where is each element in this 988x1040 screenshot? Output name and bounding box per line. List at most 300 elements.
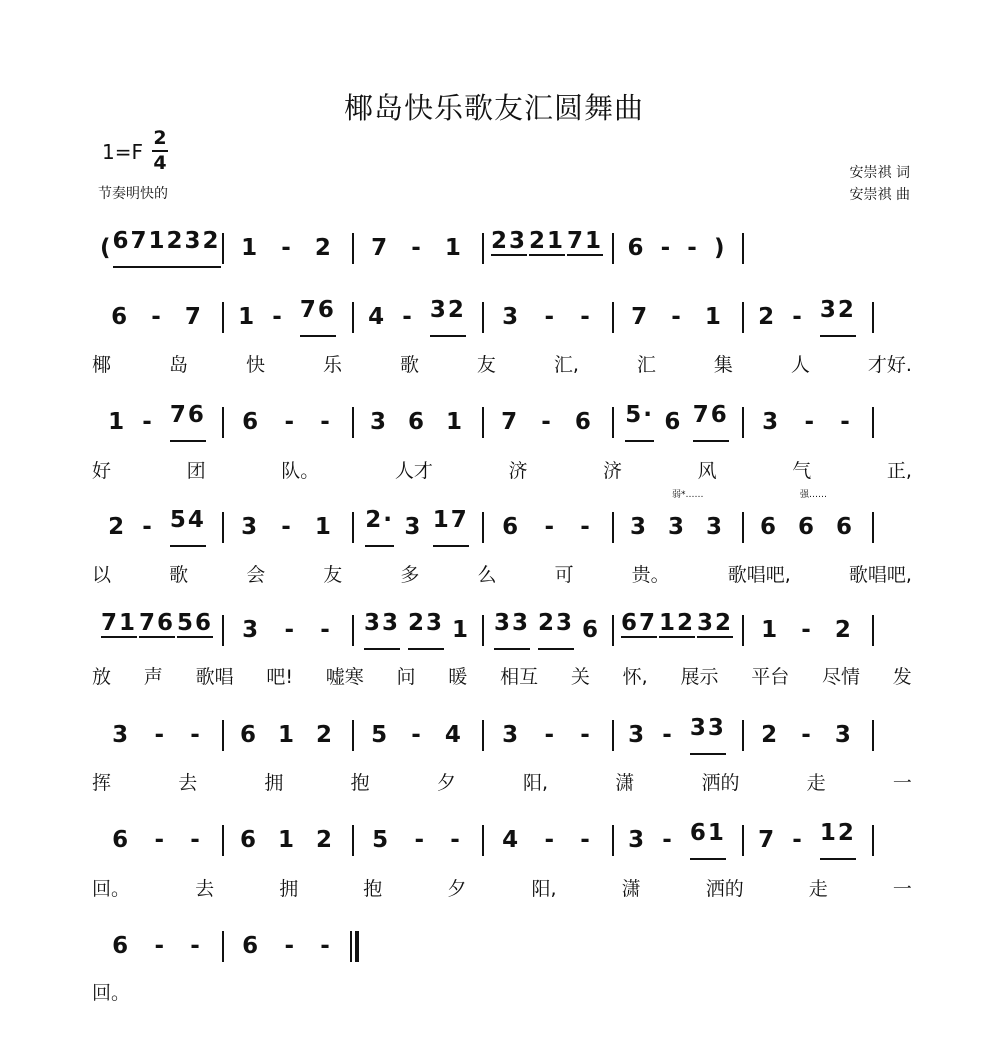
measure [490,507,604,547]
score-line [92,820,922,860]
measure [490,715,604,755]
measure [100,926,214,966]
note-token: 6 [112,933,131,959]
note-token: 6 [759,514,778,540]
note-token: 7 [758,827,777,853]
note-token: 32 [430,297,466,337]
note-token: 3 [667,514,686,540]
measure [100,297,214,337]
final-barline [350,931,352,962]
note-token: 17 [433,507,469,547]
lyric-word: 抱 [350,772,370,794]
barline [742,407,744,438]
tempo-marking: 节奏明快的 [98,186,168,202]
note-token: - [580,304,592,330]
note-token: 3 [242,617,261,643]
measure [490,402,604,442]
lyric-word: 歌 [399,354,419,376]
barline [742,512,744,543]
measure [360,228,474,268]
note-token: - [671,304,683,330]
measure [360,402,474,442]
note-token: 54 [170,507,206,547]
note-token: 3 [705,514,724,540]
note-token: - [687,235,699,261]
note-token: 3 [369,409,388,435]
note-token: 6 [835,514,854,540]
note-token: - [154,722,166,748]
lyric-word: 歌 [169,564,189,586]
note-token: - [792,304,804,330]
note-token: - [402,304,414,330]
lyric-word: 一 [892,772,912,794]
lyric-line [92,662,912,689]
note-token: - [281,514,293,540]
note-token: 6 [581,617,600,643]
lyric-word: 声 [143,666,163,688]
note-token: 2 [834,617,853,643]
note-token: 1 [277,827,296,853]
note-token: - [544,827,556,853]
note-token: - [190,933,202,959]
lyric-word: 尽情 [822,666,861,688]
note-token: - [660,235,673,261]
note-token: 1 [241,235,260,261]
barline [222,720,224,751]
measure [360,297,474,337]
lyric-word: 阳, [523,772,549,794]
measure [230,820,344,860]
note-token: 5 [371,722,390,748]
note-token: 3 [629,514,648,540]
barline [352,615,354,646]
note-token: 23 [408,610,444,650]
note-token: 6 [502,514,521,540]
note-token: 1 [108,409,127,435]
note-token: 3 [241,514,260,540]
note-token: 67 [113,228,149,268]
measure [100,715,214,755]
barline [482,720,484,751]
lyric-word: 嘘寒 [325,666,364,688]
score-line [92,297,922,337]
note-token: 7 [631,304,650,330]
barline [612,302,614,333]
barline [872,720,874,751]
measure [750,297,864,337]
score-line [92,402,922,442]
score-line [92,715,922,755]
lyric-word: 怀, [622,666,648,688]
score-line [92,507,922,547]
measure [230,402,344,442]
measure [490,228,604,256]
barline [742,615,744,646]
note-token: - [142,514,154,540]
note-token: - [154,933,166,959]
time-signature-top: 2 [153,127,167,149]
lyric-word: 关 [570,666,590,688]
barline [352,720,354,751]
note-token: ) [713,235,727,261]
note-token: - [801,722,813,748]
barline [742,720,744,751]
barline [222,615,224,646]
note-token: 1 [445,409,464,435]
lyric-word: 么 [477,564,497,586]
lyric-word: 问 [396,666,416,688]
barline [482,302,484,333]
measure [620,228,734,268]
lyric-word: 夕 [436,772,456,794]
barline [612,615,614,646]
lyric-word: 展示 [680,666,719,688]
measure [360,820,474,860]
note-token: 76 [170,402,206,442]
score-line [92,610,922,650]
note-token: 3 [628,827,647,853]
note-token: 6 [407,409,426,435]
final-barline-thick [355,931,359,962]
score-line [92,926,922,966]
note-token: - [411,722,423,748]
lyric-word: 贵。 [631,564,670,586]
note-token: 1 [238,304,257,330]
note-token: 3 [502,722,521,748]
note-token: 4 [502,827,521,853]
lyric-word: 岛 [168,354,188,376]
barline [872,302,874,333]
lyric-word: 人才 [394,460,433,482]
note-token: 12 [658,610,695,636]
lyric-word: 阳, [531,878,557,900]
note-token: - [580,514,592,540]
lyric-word: 汇, [553,354,579,376]
note-token: - [801,617,813,643]
barline [352,302,354,333]
lyric-word: 好 [92,460,112,482]
note-token: 3 [628,722,647,748]
lyric-word: 才好. [867,354,912,376]
note-token: 3 [502,304,521,330]
note-token: 1 [761,617,780,643]
note-token: 6 [627,235,646,261]
barline [872,615,874,646]
note-token: 3 [404,514,423,540]
measure [100,820,214,860]
measure [230,926,344,966]
lyric-line [92,560,912,587]
note-token: 6 [112,827,131,853]
lyric-word: 相互 [500,666,539,688]
lyric-word: 抱 [363,878,383,900]
barline [222,512,224,543]
note-token: 23 [538,610,574,650]
note-token: - [320,617,332,643]
note-token: 12 [820,820,856,860]
measure [100,610,214,638]
barline [222,407,224,438]
note-token: 76 [300,297,336,337]
note-token: 5 [372,827,391,853]
lyric-line [92,874,912,901]
note-token: 2 [315,827,334,853]
barline [612,233,614,264]
measure [490,820,604,860]
lyric-word: 人 [790,354,810,376]
note-token: 2 [761,722,780,748]
lyric-word: 平台 [751,666,790,688]
lyric-word: 快 [245,354,265,376]
note-token: 33 [364,610,400,650]
measure [230,507,344,547]
barline [482,233,484,264]
note-token: 1 [277,722,296,748]
lyric-word: 潇 [621,878,641,900]
note-token: 1 [451,617,470,643]
lyric-word: 挥 [92,772,112,794]
barline [352,512,354,543]
barline [482,512,484,543]
measure [750,820,864,860]
note-token: 61 [690,820,726,860]
note-token: 2 [314,235,333,261]
note-token: - [450,827,462,853]
barline [872,407,874,438]
lyric-word: 夕 [447,878,467,900]
lyric-word: 济 [508,460,528,482]
barline [482,407,484,438]
measure [620,507,734,547]
lyric-word: 歌唱 [195,666,234,688]
barline [222,302,224,333]
lyric-word: 暖 [448,666,468,688]
note-token: 6 [111,304,130,330]
score-line [92,228,922,268]
measure [230,228,344,268]
note-token: - [544,722,556,748]
note-token: 3 [112,722,131,748]
measure [490,297,604,337]
lyric-word: 拥 [279,878,299,900]
note-token: 2 [315,722,334,748]
note-token: 5· [625,402,654,442]
note-token: - [154,827,166,853]
note-token: - [544,514,556,540]
barline [612,825,614,856]
note-token: 7 [184,304,203,330]
measure [360,610,474,650]
measure [230,610,344,650]
note-token: - [662,722,674,748]
measure [750,507,864,547]
barline [352,407,354,438]
note-token: - [142,409,154,435]
lyric-word: 气 [792,460,812,482]
lyric-word: 走 [808,878,828,900]
measure [100,402,214,442]
measure [230,297,344,337]
measure [620,297,734,337]
note-token: 71 [566,228,603,254]
measure [360,507,474,547]
note-token: - [320,409,332,435]
note-token: - [411,235,423,261]
time-signature-bottom: 4 [153,152,167,174]
measure [620,402,734,442]
note-token: - [544,304,556,330]
lyric-word: 走 [806,772,826,794]
measure [100,507,214,547]
note-token: - [662,827,674,853]
lyric-word: 会 [246,564,266,586]
barline [352,825,354,856]
barline [612,407,614,438]
note-token: - [414,827,426,853]
note-token: - [840,409,852,435]
note-token: 6 [239,827,258,853]
barline [352,233,354,264]
barline [742,302,744,333]
lyric-word: 友 [323,564,343,586]
measure [230,715,344,755]
lyricist-credit: 安崇祺 词 [849,165,910,181]
note-token: - [272,304,284,330]
measure [750,402,864,442]
lyric-word: 回。 [92,878,131,900]
note-token: 21 [528,228,565,254]
lyric-word: 潇 [615,772,635,794]
note-token: 12 [149,228,185,268]
lyric-word: 队。 [281,460,320,482]
note-token: - [580,722,592,748]
lyric-word: 洒的 [705,878,744,900]
song-title: 椰岛快乐歌友汇圆舞曲 [343,91,644,125]
lyric-word: 椰 [92,354,112,376]
measure [360,715,474,755]
note-token: 23 [490,228,527,254]
note-token: 3 [834,722,853,748]
note-token: 32 [696,610,733,636]
time-signature [152,128,168,174]
note-token: 6 [797,514,816,540]
lyric-word: 可 [554,564,574,586]
note-token: 6 [239,722,258,748]
lyric-word: 友 [476,354,496,376]
note-token: 32 [185,228,221,268]
lyric-word: 去 [178,772,198,794]
lyric-line [92,768,912,795]
barline [222,233,224,264]
barline [742,233,744,264]
lyric-word: 风 [697,460,717,482]
note-token: 1 [444,235,463,261]
barline [612,512,614,543]
note-token: 4 [444,722,463,748]
note-token: - [151,304,163,330]
lyric-word: 歌唱吧, [848,564,912,586]
note-token: 76 [138,610,175,636]
note-token: 76 [693,402,729,442]
note-token: 67 [620,610,657,636]
barline [482,615,484,646]
barline [872,512,874,543]
lyric-word: 回。 [92,982,131,1004]
lyric-word: 拥 [264,772,284,794]
note-token: 2 [758,304,777,330]
lyric-line [92,350,912,377]
note-token: - [804,409,816,435]
note-token: - [792,827,804,853]
key-signature: 1=F [102,140,143,164]
lyric-word: 汇 [636,354,656,376]
measure [750,610,864,650]
note-token: 6 [242,409,261,435]
note-token: 7 [371,235,390,261]
lyric-word: 洒的 [701,772,740,794]
note-token: 1 [704,304,723,330]
measure [620,610,734,638]
note-token: 7 [501,409,520,435]
lyric-word: 乐 [322,354,342,376]
dynamic-strong: 强…… [800,490,828,500]
lyric-word: 多 [400,564,420,586]
lyric-word: 一 [892,878,912,900]
note-token: - [284,409,296,435]
note-token: 56 [176,610,213,636]
measure [100,228,221,268]
lyric-word: 放 [92,666,112,688]
lyric-word: 歌唱吧, [727,564,791,586]
note-token: 6 [664,409,683,435]
note-token: - [284,933,296,959]
note-token: 6 [574,409,593,435]
note-token: - [190,827,202,853]
note-token: - [320,933,332,959]
measure [620,820,734,860]
barline [482,825,484,856]
note-token: 3 [762,409,781,435]
lyric-word: 以 [92,564,112,586]
barline [222,931,224,962]
note-token: 4 [368,304,387,330]
composer-credit: 安崇祺 曲 [849,187,910,203]
lyric-line [92,978,912,1005]
lyric-word: 吧! [266,666,293,688]
lyric-word: 去 [195,878,215,900]
lyric-word: 集 [713,354,733,376]
note-token: 1 [314,514,333,540]
dynamic-soft: 弱*…… [672,490,704,500]
lyric-word: 正, [886,460,912,482]
measure [750,715,864,755]
measure [490,610,604,650]
note-token: 71 [100,610,137,636]
barline [612,720,614,751]
lyric-word: 团 [186,460,206,482]
lyric-word: 济 [603,460,623,482]
note-token: - [190,722,202,748]
note-token: 33 [690,715,726,755]
note-token: 33 [494,610,530,650]
measure [620,715,734,755]
note-token: 2· [365,507,394,547]
note-token: 6 [242,933,261,959]
note-token: - [541,409,553,435]
note-token: - [284,617,296,643]
note-token: 2 [108,514,127,540]
note-token: 32 [820,297,856,337]
